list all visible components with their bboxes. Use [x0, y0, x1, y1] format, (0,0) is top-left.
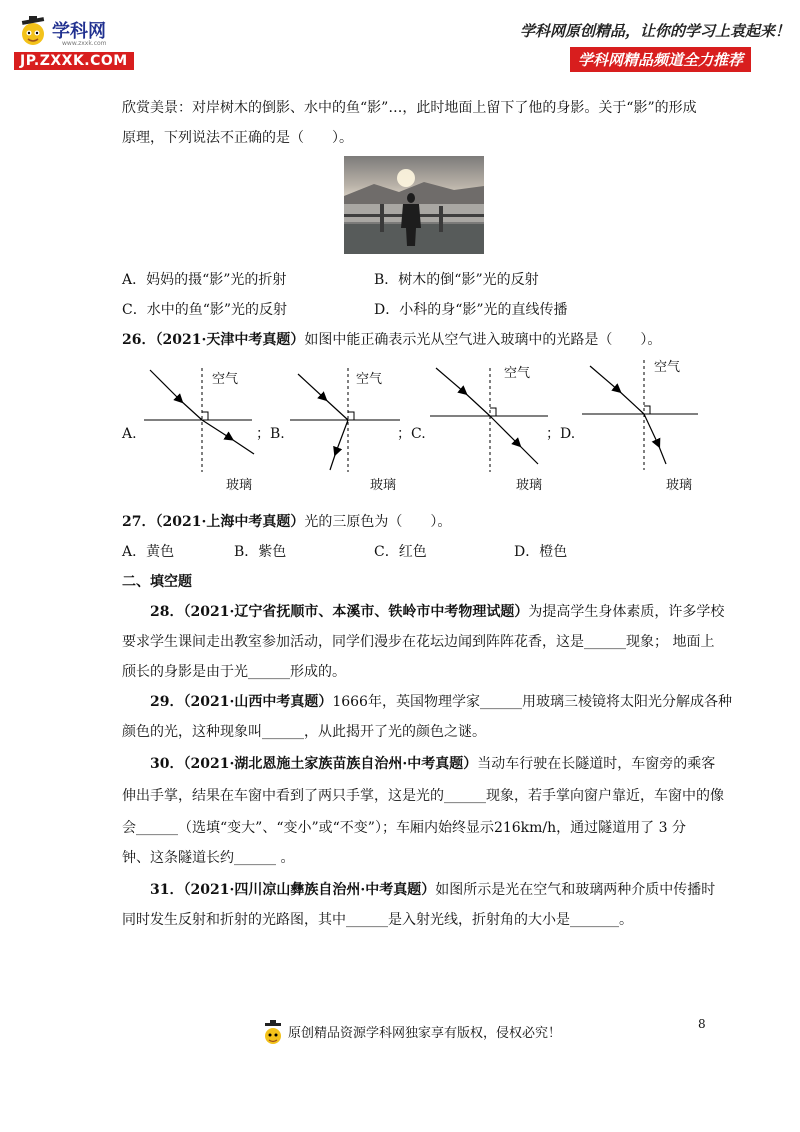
q29-line2: 颜色的光，这种现象叫______，从此揭开了光的颜色之谜。 [122, 724, 486, 740]
q28-line2: 要求学生课间走出教室参加活动，同学们漫步在花坛边闻到阵阵花香，这是______现象； 地面上 [122, 634, 715, 650]
logo-url-badge[interactable]: JP.ZXXK.COM [14, 52, 134, 70]
diagram-a-glass-label: 玻璃 [226, 478, 253, 493]
diagram-b-air-label: 空气 [356, 372, 383, 387]
header-slogan: 学科网原创精品，让你的学习上袁起来！ [520, 22, 791, 40]
q31-line1-text: 如图所示是光在空气和玻璃两种介质中传播时 [435, 882, 716, 898]
q27-source: 27．（2021·上海中考真题） [122, 514, 305, 530]
q27-option-a: A．黄色 [122, 544, 175, 560]
q30-source: 30．（2021·湖北恩施土家族苗族自治州·中考真题） [150, 756, 478, 772]
q28-line3: 颀长的身影是由于光______形成的。 [122, 664, 346, 680]
diagram-d-air-label: 空气 [654, 360, 681, 375]
q27-option-b: B．紫色 [234, 544, 287, 560]
q27-question [122, 512, 451, 532]
q31-source: 31．（2021·四川凉山彝族自治州·中考真题） [150, 882, 436, 898]
q25-option-b: B．树木的倒“影”光的反射 [374, 272, 539, 288]
diagram-c-air-label: 空气 [504, 366, 531, 381]
logo-text: 学科网 [52, 21, 106, 42]
diagram-c [420, 360, 560, 490]
header-banner: 学科网精品频道全力推荐 [570, 47, 751, 72]
sunset-photo [344, 156, 484, 254]
mascot-logo-icon [18, 14, 48, 48]
q30-line4: 钟、这条隧道长约______ 。 [122, 850, 295, 866]
q29-source: 29．（2021·山西中考真题） [150, 694, 333, 710]
diagram-b [280, 360, 410, 490]
q26-source: 26．（2021·天津中考真题） [122, 332, 305, 348]
diagram-b-glass-label: 玻璃 [370, 478, 397, 493]
q28-line1-text: 为提高学生身体素质，许多学校 [528, 604, 725, 620]
section-heading: 二、填空题 [122, 574, 192, 590]
page-number: 8 [698, 1017, 706, 1031]
q30-line1-text: 当动车行驶在长隧道时，车窗旁的乘客 [477, 756, 716, 772]
diagram-a [120, 360, 270, 490]
q25-line1: 欣赏美景：对岸树木的倒影、水中的鱼“影”…，此时地面上留下了他的身影。关于“影”的形成 [122, 100, 697, 116]
footer-mascot-icon [262, 1018, 284, 1048]
q27-text: 光的三原色为（ ）。 [304, 514, 452, 530]
diagram-b-label: ；B. [256, 426, 285, 442]
q25-option-a: A．妈妈的摄“影”光的折射 [122, 272, 287, 288]
q31-line2: 同时发生反射和折射的光路图，其中______是入射光线，折射角的大小是_______。 [122, 912, 633, 928]
q29-line1-text: 1666年，英国物理学家______用玻璃三棱镜将太阳光分解成各种 [332, 694, 732, 710]
q30-line3: 会______（选填“变大”、“变小”或“不变”）；车厢内始终显示216km/h，通过隧道用了 3 分 [122, 820, 686, 836]
photo-scene [344, 156, 484, 254]
q25-option-d: D．小科的身“影”光的直线传播 [374, 302, 568, 318]
q27-option-c: C．红色 [374, 544, 427, 560]
q31-line1 [150, 880, 715, 900]
q26-text: 如图中能正确表示光从空气进入玻璃中的光路是（ ）。 [304, 332, 662, 348]
q28-line1 [150, 602, 724, 622]
q30-line2: 伸出手掌，结果在车窗中看到了两只手掌，这是光的______现象，若手掌向窗户靠近，车窗中的像 [122, 788, 724, 804]
q25-option-c: C．水中的鱼“影”光的反射 [122, 302, 288, 318]
q27-option-d: D．橙色 [514, 544, 568, 560]
diagram-c-label: ；C. [397, 426, 426, 442]
diagram-a-air-label: 空气 [212, 372, 239, 387]
header [0, 0, 800, 80]
q26-question [122, 330, 661, 350]
diagram-d-glass-label: 玻璃 [666, 478, 693, 493]
q25-line2: 原理，下列说法不正确的是（ ）。 [122, 130, 353, 146]
diagram-c-glass-label: 玻璃 [516, 478, 543, 493]
q29-line1 [150, 692, 732, 712]
diagram-a-label: A. [122, 426, 137, 442]
q28-source: 28．（2021·辽宁省抚顺市、本溪市、铁岭市中考物理试题） [150, 604, 529, 620]
diagram-d-label: ；D. [546, 426, 576, 442]
q30-line1 [150, 754, 715, 774]
logo-subtitle: www.zxxk.com [62, 40, 107, 47]
footer-copyright: 原创精品资源学科网独家享有版权，侵权必究！ [288, 1026, 562, 1041]
diagram-d [578, 352, 708, 482]
